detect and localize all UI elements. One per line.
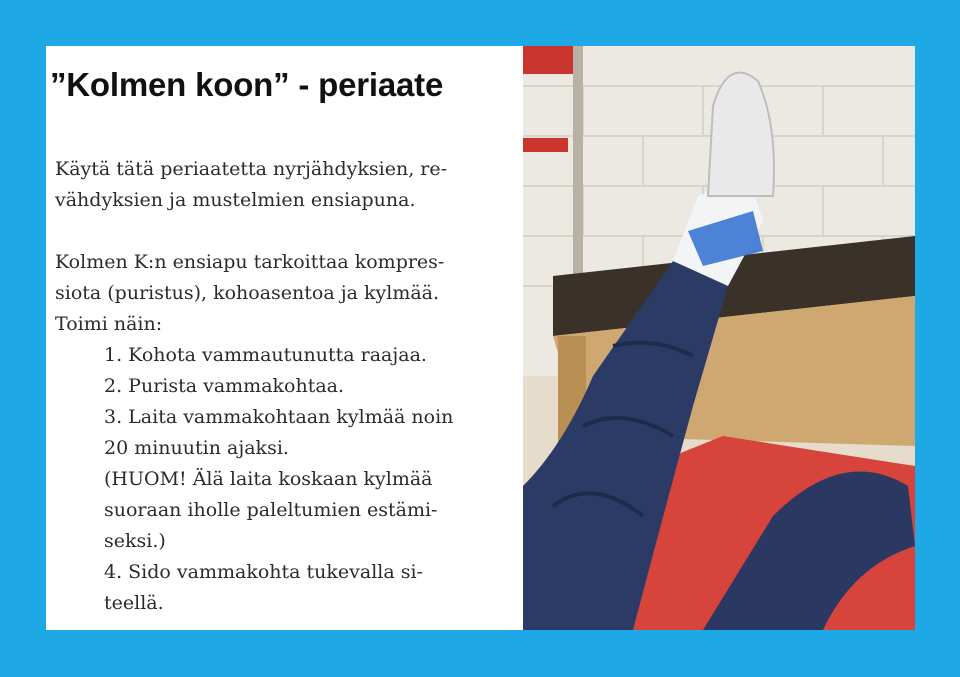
first-aid-photo bbox=[523, 46, 915, 630]
description-paragraph bbox=[55, 247, 444, 340]
step-line: 1. Kohota vammautunutta raajaa. bbox=[104, 344, 427, 366]
description-line: siota (puristus), kohoasentoa ja kylmää. bbox=[55, 282, 440, 304]
step-line: 2. Purista vammakohtaa. bbox=[104, 375, 345, 397]
chair-seat bbox=[523, 46, 578, 74]
chair-leg bbox=[573, 46, 583, 296]
step-line: (HUOM! Älä laita koskaan kylmää bbox=[104, 468, 433, 490]
description-line: Toimi näin: bbox=[55, 313, 163, 335]
step-line: 3. Laita vammakohtaan kylmää noin bbox=[104, 406, 454, 428]
step-line: 20 minuutin ajaksi. bbox=[104, 437, 289, 459]
intro-line: vähdyksien ja mustelmien ensiapuna. bbox=[55, 189, 416, 211]
steps-list bbox=[104, 340, 453, 619]
chair-rail bbox=[523, 138, 568, 152]
intro-line: Käytä tätä periaatetta nyrjähdyksien, re- bbox=[55, 158, 448, 180]
page-title: ”Kolmen koon” - periaate bbox=[50, 66, 444, 103]
step-line: 4. Sido vammakohta tukevalla si- bbox=[104, 561, 423, 583]
description-line: Kolmen K:n ensiapu tarkoittaa kompres- bbox=[55, 251, 445, 273]
intro-paragraph bbox=[55, 154, 447, 216]
step-line: suoraan iholle paleltumien estämi- bbox=[104, 499, 438, 521]
step-line: seksi.) bbox=[104, 530, 166, 552]
step-line: teellä. bbox=[104, 592, 164, 614]
elevated-leg-illustration bbox=[523, 46, 915, 630]
